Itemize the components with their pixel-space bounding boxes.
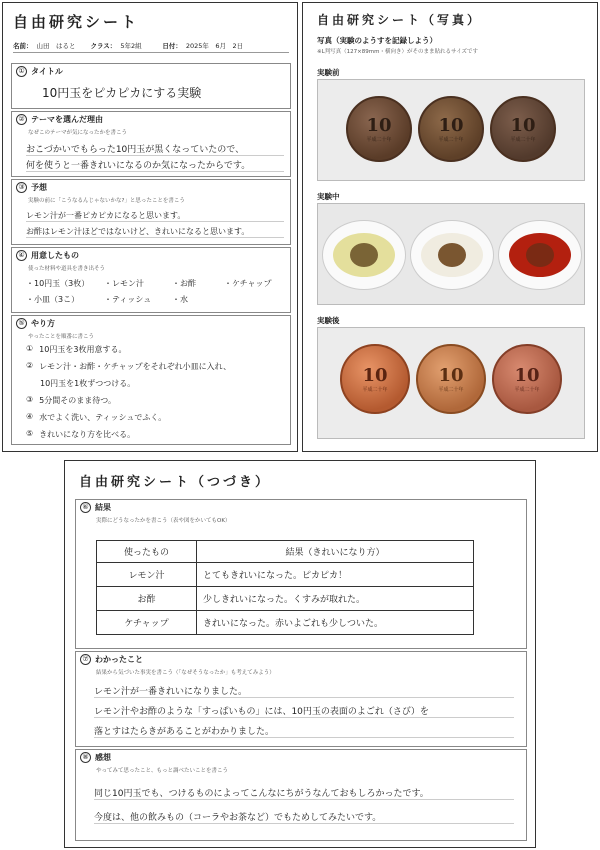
step-number: ⑤ — [26, 429, 34, 438]
step-number — [26, 378, 34, 389]
coin-value: 10 — [366, 115, 392, 136]
coin-era: 平成二十年 — [510, 137, 536, 143]
class-label: クラス： — [90, 42, 117, 50]
step-text: 10円玉を3枚用意する。 — [39, 345, 127, 354]
section-number: ① — [16, 66, 27, 77]
coin-shiny — [340, 344, 410, 414]
table-row — [97, 587, 474, 611]
coin-in-dish — [526, 243, 554, 267]
coin-value: 10 — [510, 115, 536, 136]
label-before: 実験前 — [317, 68, 340, 77]
sheet3-title: 自由研究シート（つづき） — [79, 475, 272, 490]
coin-dark — [490, 96, 556, 162]
dish-ketchup — [498, 220, 582, 290]
section-impressions — [75, 749, 527, 841]
coin-dark — [346, 96, 412, 162]
step-number: ④ — [26, 412, 34, 421]
table-cell-item: レモン汁 — [97, 563, 197, 587]
section-heading: 感想 — [95, 753, 111, 762]
sheet-main — [2, 2, 298, 452]
table-cell-result: きれいになった。赤いよごれも少しついた。 — [197, 611, 474, 635]
section-number: ③ — [16, 182, 27, 193]
material-item: ・10円玉（3枚） — [26, 279, 90, 288]
section-hint: やったことを順番に書こう — [28, 334, 95, 340]
section-number: ② — [16, 114, 27, 125]
step-text: きれいになり方を比べる。 — [39, 430, 136, 439]
sheet1-title: 自由研究シート — [13, 13, 140, 31]
section-hint: やってみて思ったこと、もっと調べたいことを書こう — [96, 768, 229, 774]
section-heading: 結果 — [95, 503, 111, 512]
coin-era: 平成二十年 — [362, 387, 388, 393]
section-results — [75, 499, 527, 649]
coin-value: 10 — [362, 365, 388, 386]
label-after: 実験後 — [317, 316, 340, 325]
section-hint: なぜこのテーマが気になったかを書こう — [28, 130, 128, 136]
research-title: 10円玉をピカピカにする実験 — [42, 86, 202, 100]
table-cell-result: 少しきれいになった。くすみが取れた。 — [197, 587, 474, 611]
text-line: おこづかいでもらった10円玉が黒くなっていたので、 — [26, 142, 284, 156]
section-heading: やり方 — [31, 319, 55, 328]
sheet2-title: 自由研究シート（写真） — [317, 13, 483, 27]
section-number: ④ — [16, 250, 27, 261]
photo-during — [317, 203, 585, 305]
photo-after — [317, 327, 585, 439]
coin-in-dish — [438, 243, 466, 267]
step-text: 10円玉を1枚ずつつける。 — [40, 379, 136, 388]
table-header-row — [97, 541, 474, 563]
student-info — [13, 41, 289, 53]
section-heading: テーマを選んだ理由 — [31, 115, 103, 124]
coin-era: 平成二十年 — [438, 387, 464, 393]
material-item: ・ケチャップ — [224, 279, 272, 288]
coin-era: 平成二十年 — [438, 137, 464, 143]
label-during: 実験中 — [317, 192, 340, 201]
section-number: ⑥ — [80, 502, 91, 513]
coin-shiny — [492, 344, 562, 414]
section-number: ⑧ — [80, 752, 91, 763]
section-findings — [75, 651, 527, 747]
section-method — [11, 315, 291, 445]
text-line: 落とすはたらきがあることがわかりました。 — [94, 724, 514, 738]
step-row — [26, 395, 116, 406]
material-item: ・お酢 — [172, 279, 196, 288]
table-row — [97, 563, 474, 587]
coin-in-dish — [350, 243, 378, 267]
section-heading: 用意したもの — [31, 251, 79, 260]
section-heading: 予想 — [31, 183, 47, 192]
material-item: ・ティッシュ — [104, 295, 152, 304]
sheet-photos — [302, 2, 598, 452]
dish-vinegar — [410, 220, 494, 290]
section-hint: 実際にどうなったかを書こう（表や図をかいてもOK） — [96, 518, 231, 524]
table-row — [97, 611, 474, 635]
step-row — [26, 344, 126, 355]
class-value: 5年2組 — [120, 42, 142, 50]
table-cell-item: お酢 — [97, 587, 197, 611]
material-item: ・水 — [172, 295, 188, 304]
text-line: レモン汁が一番ピカピカになると思います。 — [26, 210, 284, 222]
text-line: 今度は、他の飲みもの（コーラやお茶など）でもためしてみたいです。 — [94, 810, 514, 824]
coin-value: 10 — [514, 365, 540, 386]
step-row — [26, 412, 166, 423]
step-text: レモン汁・お酢・ケチャップをそれぞれ小皿に入れ、 — [39, 362, 232, 371]
coin-value: 10 — [438, 365, 464, 386]
text-line: レモン汁が一番きれいになりました。 — [94, 684, 514, 698]
step-row — [26, 429, 135, 440]
table-cell-result: とてもきれいになった。ピカピカ！ — [197, 563, 474, 587]
coin-era: 平成二十年 — [366, 137, 392, 143]
text-line: 何を使うと一番きれいになるのか気になったからです。 — [26, 158, 284, 172]
text-line: レモン汁やお酢のような「すっぱいもの」には、10円玉の表面のよごれ（さび）を — [94, 704, 514, 718]
name-value: 山田 はると — [36, 42, 76, 50]
section-hint: 結果から気づいた事実を書こう（「なぜそうなったか」も考えてみよう） — [96, 670, 275, 676]
section-prediction — [11, 179, 291, 245]
section-heading: わかったこと — [95, 655, 143, 664]
coin-value: 10 — [438, 115, 464, 136]
section-title — [11, 63, 291, 109]
step-row — [26, 378, 135, 389]
section-hint: 使った材料や道具を書き出そう — [28, 266, 106, 272]
photo-note: ※L判写真（127×89mm・横向き）がそのまま貼れるサイズです — [317, 49, 479, 55]
step-number: ① — [26, 344, 34, 353]
table-header-result: 結果（きれいになり方） — [197, 541, 474, 563]
section-hint: 実験の前に「こうなるんじゃないかな?」と思ったことを書こう — [28, 198, 185, 204]
sheet-continued — [64, 460, 536, 848]
date-label: 日付： — [162, 42, 182, 50]
coin-dark — [418, 96, 484, 162]
dish-lemon — [322, 220, 406, 290]
name-label: 名前： — [13, 42, 33, 50]
section-heading: タイトル — [31, 67, 63, 76]
section-reason — [11, 111, 291, 177]
material-item: ・レモン汁 — [104, 279, 144, 288]
step-number: ② — [26, 361, 34, 370]
coin-shiny — [416, 344, 486, 414]
step-text: 水でよく洗い、ティッシュでふく。 — [39, 413, 167, 422]
table-header-item: 使ったもの — [97, 541, 197, 563]
date-value: 2025年 6月 2日 — [185, 42, 244, 50]
table-cell-item: ケチャップ — [97, 611, 197, 635]
text-line: 同じ10円玉でも、つけるものによってこんなにちがうなんておもしろかったです。 — [94, 786, 514, 800]
text-line: お酢はレモン汁ほどではないけど、きれいになると思います。 — [26, 226, 284, 238]
step-text: 5分間そのまま待つ。 — [39, 396, 116, 405]
coin-era: 平成二十年 — [514, 387, 540, 393]
material-item: ・小皿（3こ） — [26, 295, 80, 304]
step-row — [26, 361, 231, 372]
section-materials — [11, 247, 291, 313]
photo-subtitle: 写真（実験のようすを記録しよう） — [317, 36, 437, 45]
photo-before — [317, 79, 585, 181]
results-table — [96, 540, 474, 635]
section-number: ⑤ — [16, 318, 27, 329]
section-number: ⑦ — [80, 654, 91, 665]
step-number: ③ — [26, 395, 34, 404]
